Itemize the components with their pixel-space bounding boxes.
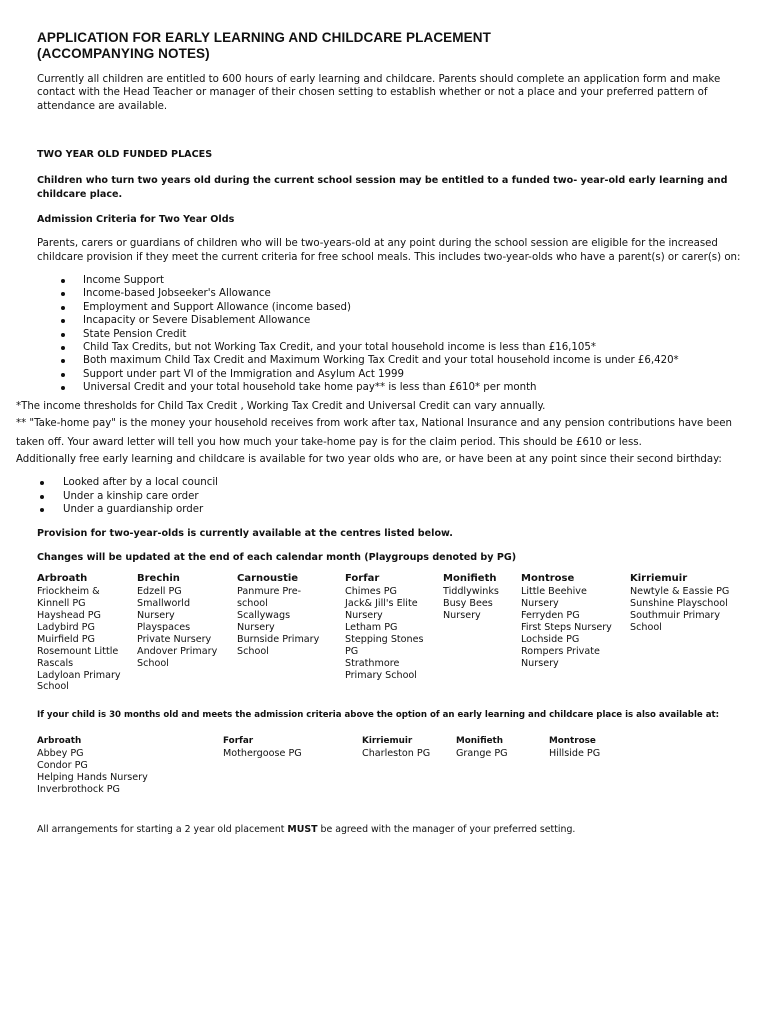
thirty-months-table — [37, 735, 745, 803]
town-column-monifieth — [443, 573, 499, 622]
bullet-icon — [61, 319, 65, 323]
town-centres: Abbey PG Condor PG Helping Hands Nursery Inverbrothock PG — [37, 747, 148, 796]
town-name: Arbroath — [37, 736, 82, 747]
bullet-icon — [61, 306, 65, 310]
town-column-kirriemuir — [362, 735, 430, 759]
town-column-montrose — [549, 735, 600, 759]
town-centres: Newtyle & Eassie PG Sunshine Playschool Southmuir Primary School — [630, 586, 730, 633]
changes-heading: Changes will be updated at the end of each calendar month (Playgroups denoted by PG) — [37, 552, 517, 564]
two-year-lead: Children who turn two years old during the current school session may be entitled to a funded two- year-old early learning and childcare place. — [37, 175, 728, 200]
town-name: Arbroath — [37, 573, 88, 585]
list-item: Child Tax Credits, but not Working Tax Credit, and your total household income is less than £16,105* — [37, 341, 745, 354]
town-name: Monifieth — [456, 736, 504, 747]
town-centres: Edzell PG Smallworld Nursery Playspaces Private Nursery Andover Primary School — [137, 586, 218, 669]
emphasis-must: MUST — [287, 824, 318, 836]
bullet-icon — [61, 292, 65, 296]
town-name: Carnoustie — [237, 573, 299, 585]
final-note: All arrangements for starting a 2 year old placement MUST be agreed with the manager of your preferred setting. — [37, 824, 576, 836]
list-item: Income Support — [37, 274, 745, 287]
town-column-carnoustie — [237, 573, 319, 657]
provision-heading: Provision for two-year-olds is currently available at the centres listed below. — [37, 528, 453, 540]
bullet-icon — [40, 481, 44, 485]
take-home-pay-note: ** "Take-home pay" is the money your household receives from work after tax, National Insurance and any pension contributions have been taken off. Your award letter will tell you how much your take-home pay is for the claim period. This should be £610 or less. — [16, 417, 732, 449]
town-name: Forfar — [345, 573, 380, 585]
town-column-kirriemuir — [630, 573, 729, 634]
thirty-months-heading: If your child is 30 months old and meets the admission criteria above the option of an early learning and childcare place is also available at: — [37, 710, 720, 721]
list-item: Under a kinship care order — [37, 490, 745, 503]
town-centres: Panmure Pre- school Scallywags Nursery Burnside Primary School — [237, 586, 320, 657]
town-column-brechin — [137, 573, 217, 669]
town-centres: Charleston PG — [362, 747, 431, 759]
list-item: Incapacity or Severe Disablement Allowance — [37, 314, 745, 327]
care-order-list — [37, 476, 745, 516]
bullet-icon — [61, 386, 65, 390]
income-threshold-note: *The income thresholds for Child Tax Credit , Working Tax Credit and Universal Credit can vary annually. — [16, 400, 546, 412]
town-name: Montrose — [521, 573, 575, 585]
bullet-icon — [40, 508, 44, 512]
list-item: Both maximum Child Tax Credit and Maximum Working Tax Credit and your total household income is under £6,420* — [37, 354, 745, 367]
town-name: Monifieth — [443, 573, 497, 585]
town-centres: Tiddlywinks Busy Bees Nursery — [443, 586, 499, 622]
centres-table — [37, 573, 745, 693]
list-item: Under a guardianship order — [37, 503, 745, 516]
criteria-paragraph: Parents, carers or guardians of children who will be two-years-old at any point during the school session are eligible for the increased childcare provision if they meet the current criteria for free school meals. This includes two-year-olds who have a parent(s) or carer(s) on: — [37, 238, 741, 263]
town-name: Montrose — [549, 736, 596, 747]
bullet-icon — [61, 373, 65, 377]
bullet-icon — [61, 279, 65, 283]
intro-paragraph: Currently all children are entitled to 600 hours of early learning and childcare. Parents should complete an application form and make contact with the Head Teacher or manager of their chosen setting to establish whether or not a place and your preferred pattern of attendance are available. — [37, 74, 721, 112]
town-centres: Friockheim & Kinnell PG Hayshead PG Ladybird PG Muirfield PG Rosemount Little Rascals Ladyloan Primary School — [37, 586, 121, 693]
town-centres: Hillside PG — [549, 747, 601, 759]
town-column-forfar — [345, 573, 424, 681]
town-centres: Chimes PG Jack& Jill's Elite Nursery Letham PG Stepping Stones PG Strathmore Primary School — [345, 586, 424, 681]
town-name: Kirriemuir — [362, 736, 413, 747]
town-centres: Mothergoose PG — [223, 747, 302, 759]
town-name: Forfar — [223, 736, 254, 747]
document-page — [16, 30, 745, 836]
criteria-heading: Admission Criteria for Two Year Olds — [37, 214, 235, 226]
additional-eligibility-text: Additionally free early learning and childcare is available for two year olds who are, or have been at any point since their second birthday: — [16, 453, 722, 465]
bullet-icon — [61, 346, 65, 350]
title-line-2: (ACCOMPANYING NOTES) — [37, 46, 210, 61]
town-column-arbroath — [37, 735, 148, 796]
town-column-arbroath — [37, 573, 121, 693]
list-item: State Pension Credit — [37, 328, 745, 341]
town-column-forfar — [223, 735, 302, 759]
town-centres: Little Beehive Nursery Ferryden PG First Steps Nursery Lochside PG Rompers Private Nursery — [521, 586, 612, 669]
town-column-montrose — [521, 573, 612, 669]
benefits-list — [37, 274, 745, 395]
list-item: Looked after by a local council — [37, 476, 745, 489]
list-item: Employment and Support Allowance (income based) — [37, 301, 745, 314]
income-notes — [16, 400, 746, 466]
title-line-1: APPLICATION FOR EARLY LEARNING AND CHILDCARE PLACEMENT — [37, 30, 491, 45]
town-centres: Grange PG — [456, 747, 508, 759]
town-name: Kirriemuir — [630, 573, 688, 585]
town-name: Brechin — [137, 573, 180, 585]
list-item: Universal Credit and your total household take home pay** is less than £610* per month — [37, 381, 745, 394]
document-title — [37, 30, 745, 62]
list-item: Income-based Jobseeker's Allowance — [37, 287, 745, 300]
bullet-icon — [40, 495, 44, 499]
town-column-monifieth — [456, 735, 508, 759]
bullet-icon — [61, 333, 65, 337]
bullet-icon — [61, 359, 65, 363]
list-item: Support under part VI of the Immigration and Asylum Act 1999 — [37, 368, 745, 381]
section-heading-two-year: TWO YEAR OLD FUNDED PLACES — [37, 149, 213, 161]
